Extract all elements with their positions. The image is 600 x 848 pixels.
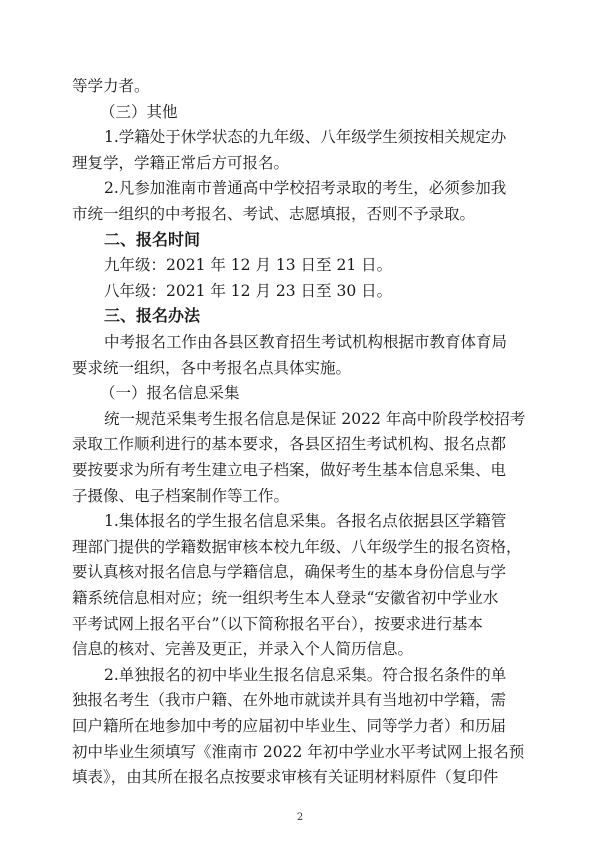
text-line: 要求统一组织，各中考报名点具体实施。 xyxy=(72,358,352,377)
text-line: 平考试网上报名平台”（以下简称报名平台），按要求进行基本 xyxy=(72,614,483,633)
text-line: 籍系统信息相对应；统一组织考生本人登录“安徽省初中学业水 xyxy=(72,589,499,607)
text-line: 信息的核对、完善及更正，并录入个人简历信息。 xyxy=(72,640,414,659)
text-line: 独报名考生（我市户籍、在外地市就读并具有当地初中学籍，需 xyxy=(72,691,507,710)
text-line: 中考报名工作由各县区教育招生考试机构根据市教育体育局 xyxy=(104,333,508,351)
text-line: 录取工作顺利进行的基本要求，各县区招生考试机构、报名点都 xyxy=(72,435,507,454)
text-line: 要按要求为所有考生建立电子档案，做好考生基本信息采集、电 xyxy=(72,461,507,479)
text-line: 市统一组织的中考报名、考试、志愿填报，否则不予录取。 xyxy=(72,205,476,223)
text-line: 八年级：2021 年 12 月 23 日至 30 日。 xyxy=(104,281,393,300)
text-line: 理复学，学籍正常后方可报名。 xyxy=(72,153,290,172)
subsection-heading: （一）报名信息采集 xyxy=(100,384,240,403)
text-line: 要认真核对报名信息与学籍信息，确保考生的基本身份信息与学 xyxy=(72,563,507,582)
text-line: 统一规范采集考生报名信息是保证 2022 年高中阶段学校招考 xyxy=(104,409,526,428)
text-line: 2.凡参加淮南市普通高中学校招考录取的考生，必须参加我 xyxy=(104,179,507,198)
text-line: 子摄像、电子档案制作等工作。 xyxy=(72,486,290,505)
text-line: 等学力者。 xyxy=(72,77,150,95)
text-line: 初中毕业生须填写《淮南市 2022 年初中学业水平考试网上报名预 xyxy=(72,742,525,761)
section-heading: 二、报名时间 xyxy=(104,229,201,249)
text-line: 2.单独报名的初中毕业生报名信息采集。符合报名条件的单 xyxy=(104,665,507,684)
section-heading: 三、报名办法 xyxy=(104,306,201,326)
text-line: 九年级：2021 年 12 月 13 日至 21 日。 xyxy=(104,256,393,275)
text-line: 1.学籍处于休学状态的九年级、八年级学生须按相关规定办 xyxy=(104,128,507,147)
text-line: 1.集体报名的学生报名信息采集。各报名点依据县区学籍管 xyxy=(104,512,507,531)
text-line: 填表》，由其所在报名点按要求审核有关证明材料原件（复印件 xyxy=(72,768,499,787)
subsection-heading: （三）其他 xyxy=(100,102,178,121)
text-line: 回户籍所在地参加中考的应届初中毕业生、同等学力者）和历届 xyxy=(72,717,507,735)
text-line: 理部门提供的学籍数据审核本校九年级、八年级学生的报名资格， xyxy=(72,537,522,556)
page-number: 2 xyxy=(296,812,304,823)
